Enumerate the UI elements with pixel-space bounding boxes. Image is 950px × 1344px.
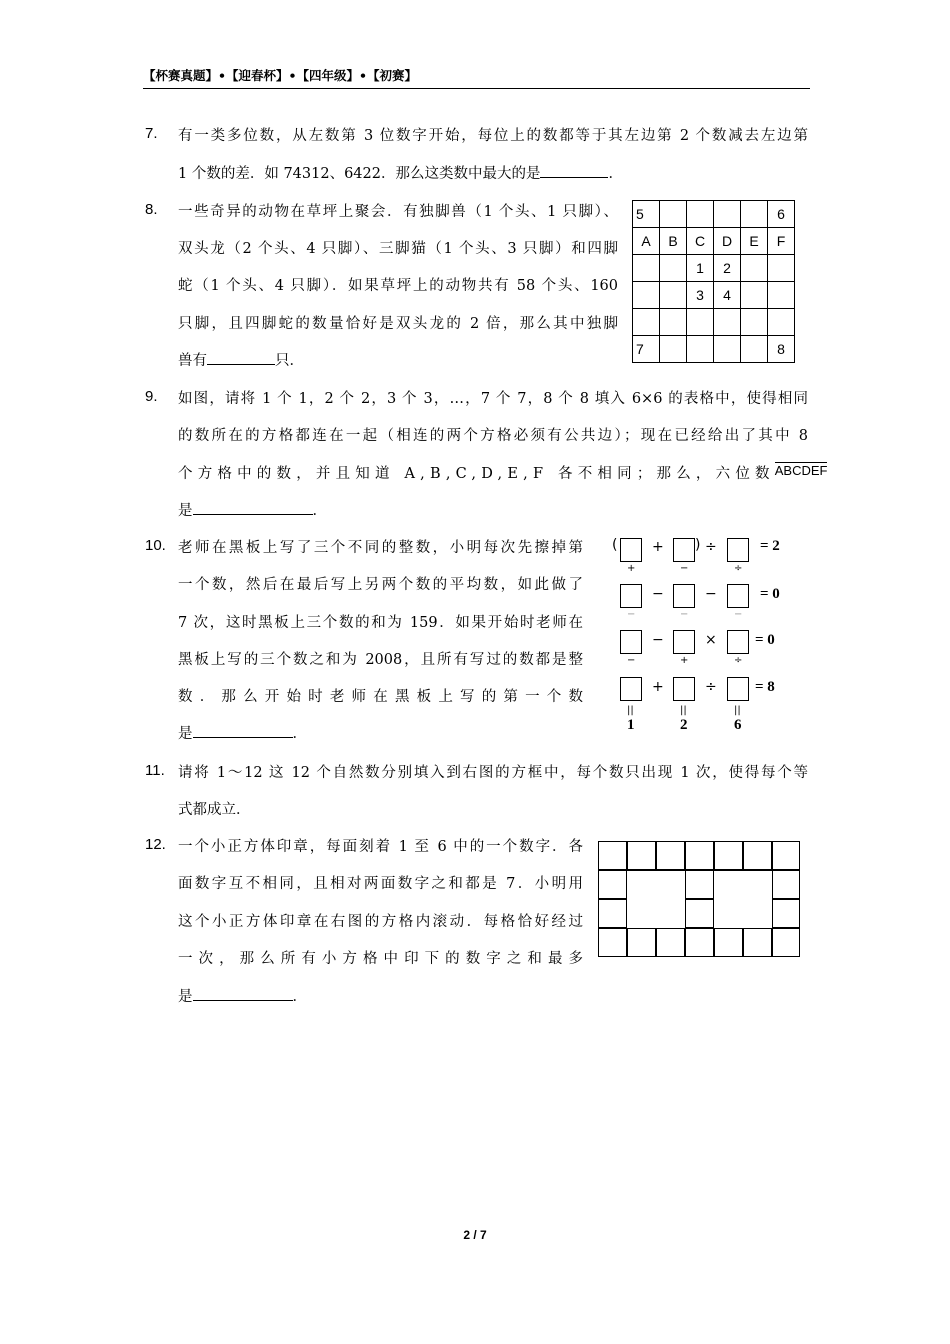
- operator: −: [652, 632, 664, 648]
- grid-cell[interactable]: [741, 282, 768, 309]
- row-result: = 2: [760, 538, 780, 554]
- answer-box[interactable]: [620, 677, 642, 701]
- operator: −: [652, 586, 664, 602]
- grid-square[interactable]: [598, 841, 627, 870]
- q12-line-5: [178, 985, 307, 1006]
- grid-hole-left: [628, 871, 684, 927]
- question-number-8: 8.: [145, 201, 158, 218]
- hole-edge: [714, 869, 772, 871]
- q12-line-1: 一个小正方体印章，每面刻着 1 至 6 中的一个数字．各: [178, 839, 583, 855]
- q7-line-1: 有一类多位数，从左数第 3 位数字开始，每位上的数都等于其左边第 2 个数减去左边第: [178, 128, 808, 144]
- q9-line-1: 如图，请将 1 个 1，2 个 2，3 个 3，…，7 个 7，8 个 8 填入 6×6 的表格中，使得相同: [178, 391, 808, 407]
- q10-line-6-text: 是: [178, 726, 193, 742]
- grid-cell[interactable]: F: [768, 228, 795, 255]
- q10-answer-blank[interactable]: [193, 723, 293, 738]
- question-number-11: 11.: [145, 762, 165, 779]
- grid-square[interactable]: [627, 841, 656, 870]
- q9-line-3-text: 个方格中的数，并且知道 A,B,C,D,E,F 各不相同；那么，六位数: [178, 466, 775, 482]
- column-equals: ||: [680, 705, 687, 716]
- q12-line-5-end: ．: [292, 989, 307, 1005]
- operator: ÷: [705, 679, 717, 695]
- q11-line-2: 式都成立．: [178, 802, 251, 818]
- answer-box[interactable]: [727, 677, 749, 701]
- column-result: 6: [734, 717, 742, 733]
- page-number: 2 / 7: [463, 1228, 487, 1242]
- column-operator: −: [680, 609, 689, 620]
- answer-box[interactable]: [673, 538, 695, 562]
- grid-square[interactable]: [772, 870, 800, 899]
- operator: ÷: [705, 539, 717, 555]
- q9-line-3: [178, 462, 828, 483]
- column-operator: ÷: [734, 655, 743, 666]
- grid-square[interactable]: [714, 841, 743, 870]
- equation-puzzle: [610, 532, 810, 742]
- q8-line-4: 只脚，且四脚蛇的数量恰好是双头龙的 2 倍，那么其中独脚: [178, 316, 618, 332]
- question-number-12: 12.: [145, 836, 166, 853]
- grid-cell[interactable]: [660, 201, 687, 228]
- q7-line-2-end: ．: [608, 166, 623, 182]
- grid-cell[interactable]: [633, 282, 660, 309]
- grid-cell[interactable]: [714, 336, 741, 363]
- column-operator: +: [627, 563, 636, 574]
- column-operator: −: [627, 655, 636, 666]
- grid-cell[interactable]: [687, 309, 714, 336]
- question-number-7: 7.: [145, 125, 158, 142]
- column-operator: −: [627, 609, 636, 620]
- grid-square[interactable]: [627, 928, 656, 957]
- grid-cell[interactable]: [741, 309, 768, 336]
- column-operator: +: [680, 655, 689, 666]
- q9-line-2: 的数所在的方格都连在一起（相连的两个方格必须有公共边）；现在已经给出了其中 8: [178, 428, 808, 444]
- grid-square[interactable]: [685, 928, 714, 957]
- q9-line-4-text: 是: [178, 503, 193, 519]
- answer-box[interactable]: [727, 584, 749, 608]
- grid-square[interactable]: [598, 928, 627, 957]
- q9-line-4-end: ．: [312, 503, 327, 519]
- q9-abcdef-overline: ABCDEF: [775, 462, 828, 483]
- grid-cell[interactable]: [741, 255, 768, 282]
- q8-line-3: 蛇（1 个头、4 只脚）．如果草坪上的动物共有 58 个头、160: [178, 278, 618, 294]
- header-divider: [143, 88, 810, 89]
- answer-box[interactable]: [673, 584, 695, 608]
- grid-square[interactable]: [743, 841, 772, 870]
- grid-cell[interactable]: 6: [768, 201, 795, 228]
- grid-square[interactable]: [714, 928, 743, 957]
- column-equals: ||: [627, 705, 634, 716]
- q11-line-1: 请将 1～12 这 12 个自然数分别填入到右图的方框中，每个数只出现 1 次，使得每个等: [178, 765, 808, 781]
- answer-box[interactable]: [673, 677, 695, 701]
- column-result: 1: [627, 717, 635, 733]
- grid-cell[interactable]: D: [714, 228, 741, 255]
- hole-edge: [627, 869, 685, 871]
- q7-line-2-text: 1 个数的差．如 74312、6422．那么这类数中最大的是: [178, 166, 541, 182]
- question-number-10: 10.: [145, 537, 166, 554]
- grid-cell[interactable]: E: [741, 228, 768, 255]
- row-result: = 8: [755, 679, 775, 695]
- grid-cell[interactable]: [687, 336, 714, 363]
- grid-square[interactable]: [743, 928, 772, 957]
- q12-line-3: 这个小正方体印章在右图的方格内滚动．每格恰好经过: [178, 914, 583, 930]
- operator: ×: [705, 632, 717, 648]
- q8-line-5-end: 只．: [275, 353, 304, 369]
- grid-square[interactable]: [685, 870, 714, 899]
- paren-right: ): [695, 537, 701, 553]
- q10-line-6-end: ．: [292, 726, 307, 742]
- grid-square[interactable]: [656, 928, 685, 957]
- operator: +: [652, 539, 664, 555]
- q10-line-4: 黑板上写的三个数之和为 2008，且所有写过的数都是整: [178, 652, 583, 668]
- grid-cell[interactable]: [660, 255, 687, 282]
- q8-6x6-grid: [632, 200, 795, 363]
- answer-box[interactable]: [620, 630, 642, 654]
- q10-line-2: 一个数，然后在最后写上另两个数的平均数，如此做了: [178, 577, 583, 593]
- grid-cell[interactable]: 3: [687, 282, 714, 309]
- column-result: 2: [680, 717, 688, 733]
- q7-line-2: [178, 162, 623, 183]
- grid-square[interactable]: [656, 841, 685, 870]
- column-operator: −: [734, 609, 743, 620]
- q9-line-4: [178, 499, 327, 520]
- operator: +: [652, 679, 664, 695]
- answer-box[interactable]: [673, 630, 695, 654]
- grid-cell[interactable]: 2: [714, 255, 741, 282]
- grid-cell[interactable]: 8: [768, 336, 795, 363]
- operator: −: [705, 586, 717, 602]
- q8-line-2: 双头龙（2 个头、4 只脚）、三脚猫（1 个头、3 只脚）和四脚: [178, 241, 618, 257]
- answer-box[interactable]: [620, 584, 642, 608]
- row-result: = 0: [760, 586, 780, 602]
- grid-cell[interactable]: A: [633, 228, 660, 255]
- answer-box[interactable]: [727, 630, 749, 654]
- grid-cell[interactable]: [633, 309, 660, 336]
- grid-cell[interactable]: B: [660, 228, 687, 255]
- grid-cell[interactable]: [660, 282, 687, 309]
- grid-cell[interactable]: [660, 309, 687, 336]
- q9-answer-blank[interactable]: [193, 500, 313, 515]
- q10-line-3: 7 次，这时黑板上三个数的和为 159．如果开始时老师在: [178, 615, 583, 631]
- grid-cell[interactable]: [714, 309, 741, 336]
- q12-line-5-text: 是: [178, 989, 193, 1005]
- column-operator: ÷: [734, 563, 743, 574]
- paren-left: (: [612, 537, 618, 553]
- answer-box[interactable]: [727, 538, 749, 562]
- grid-square[interactable]: [772, 841, 800, 870]
- row-result: = 0: [755, 632, 775, 648]
- grid-cell[interactable]: [741, 336, 768, 363]
- column-equals: ||: [734, 705, 741, 716]
- grid-square[interactable]: [685, 841, 714, 870]
- grid-cell[interactable]: [768, 309, 795, 336]
- q12-line-2: 面数字互不相同，且相对两面数字之和都是 7．小明用: [178, 876, 583, 892]
- grid-cell[interactable]: [768, 255, 795, 282]
- column-operator: −: [680, 563, 689, 574]
- grid-square[interactable]: [685, 899, 714, 928]
- grid-cell[interactable]: 1: [687, 255, 714, 282]
- q12-line-4: 一次，那么所有小方格中印下的数字之和最多: [178, 951, 583, 967]
- q10-line-5: 数．那么开始时老师在黑板上写的第一个数: [178, 689, 583, 705]
- grid-square[interactable]: [772, 899, 800, 928]
- grid-cell[interactable]: [633, 255, 660, 282]
- answer-box[interactable]: [620, 538, 642, 562]
- q10-line-1: 老师在黑板上写了三个不同的整数，小明每次先擦掉第: [178, 540, 583, 556]
- grid-cell[interactable]: [768, 282, 795, 309]
- q10-line-6: [178, 722, 307, 743]
- q8-line-5-text: 兽有: [178, 353, 207, 369]
- q8-line-1: 一些奇异的动物在草坪上聚会．有独脚兽（1 个头、1 只脚）、: [178, 204, 618, 220]
- grid-cell[interactable]: [714, 201, 741, 228]
- grid-cell[interactable]: [687, 201, 714, 228]
- grid-cell[interactable]: 4: [714, 282, 741, 309]
- q8-answer-blank[interactable]: [207, 350, 275, 365]
- grid-cell[interactable]: [741, 201, 768, 228]
- q12-rolling-grid: [598, 841, 800, 957]
- q12-answer-blank[interactable]: [193, 986, 293, 1001]
- question-number-9: 9.: [145, 388, 158, 405]
- grid-square[interactable]: [772, 928, 800, 957]
- grid-cell[interactable]: 7: [633, 336, 660, 363]
- grid-cell[interactable]: C: [687, 228, 714, 255]
- q7-answer-blank[interactable]: [540, 163, 608, 178]
- grid-cell[interactable]: 5: [633, 201, 660, 228]
- page-header: 【杯赛真题】•【迎春杯】•【四年级】•【初赛】: [143, 68, 417, 83]
- grid-square[interactable]: [598, 870, 627, 899]
- grid-cell[interactable]: [660, 336, 687, 363]
- grid-hole-right: [715, 871, 771, 927]
- q8-line-5: [178, 349, 304, 370]
- grid-square[interactable]: [598, 899, 627, 928]
